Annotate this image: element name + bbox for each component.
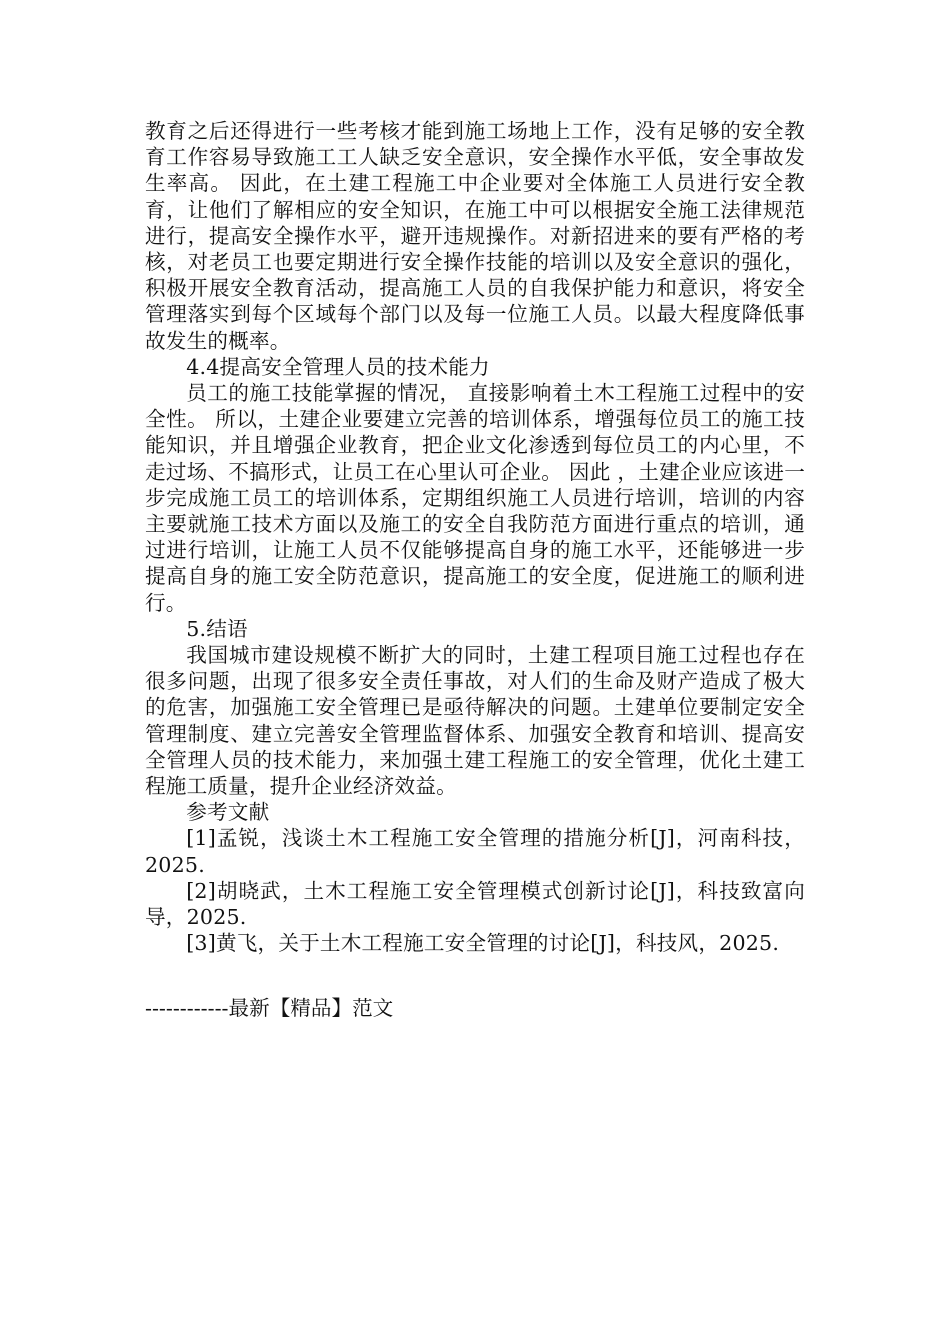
references-heading: 参考文献 [186, 800, 270, 825]
section-heading-conclusion: 5.结语 [186, 616, 248, 641]
paragraph-technical-ability: 员工的施工技能掌握的情况， 直接影响着土木工程施工过程中的安全性。 所以，土建企业要建立完善的培训体系，增强每位员工的施工技能知识，并且增强企业教育，把企业文化渗透到每位员工的内心里，不走过场、不搞形式，让员工在心里认可企业。 因此 ，土建企业应该进一步完成施工员工的培训体系，定期组织施工人员进行培训，培训的内容主要就施工技术方面以及施工的安全自我防范方面进行重点的培训，通过进行培训，让施工人员不仅能够提高自身的施工水平，还能够进一步提高自身的施工安全防范意识，提高施工的安全度，促进施工的顺利进行。 [145, 381, 805, 615]
reference-item-1: [1]孟锐，浅谈土木工程施工安全管理的措施分析[J]，河南科技，2025. [145, 826, 805, 877]
section-heading-4-4: 4.4提高安全管理人员的技术能力 [186, 354, 490, 379]
page-footer: ------------最新【精品】范文 [145, 996, 394, 1020]
document-body [145, 118, 805, 957]
paragraph-safety-education: 教育之后还得进行一些考核才能到施工场地上工作，没有足够的安全教育工作容易导致施工工人缺乏安全意识，安全操作水平低，安全事故发生率高。 因此，在土建工程施工中企业要对全体施工人员进行安全教育，让他们了解相应的安全知识，在施工中可以根据安全施工法律规范进行，提高安全操作水平，避开违规操作。对新招进来的要有严格的考核，对老员工也要定期进行安全操作技能的培训以及安全意识的强化，积极开展安全教育活动，提高施工人员的自我保护能力和意识，将安全管理落实到每个区域每个部门以及每一位施工人员。以最大程度降低事故发生的概率。 [145, 119, 805, 353]
reference-item-2: [2]胡晓武，土木工程施工安全管理模式创新讨论[J]，科技致富向导，2025. [145, 878, 805, 930]
paragraph-conclusion: 我国城市建设规模不断扩大的同时，土建工程项目施工过程也存在很多问题，出现了很多安全责任事故，对人们的生命及财产造成了极大的危害，加强施工安全管理已是亟待解决的问题。土建单位要制定安全管理制度、建立完善安全管理监督体系、加强安全教育和培训、提高安全管理人员的技术能力，来加强土建工程施工的安全管理，优化土建工程施工质量，提升企业经济效益。 [145, 643, 805, 799]
reference-item-3: [3]黄飞，关于土木工程施工安全管理的讨论[J]，科技风，2025. [186, 931, 780, 956]
